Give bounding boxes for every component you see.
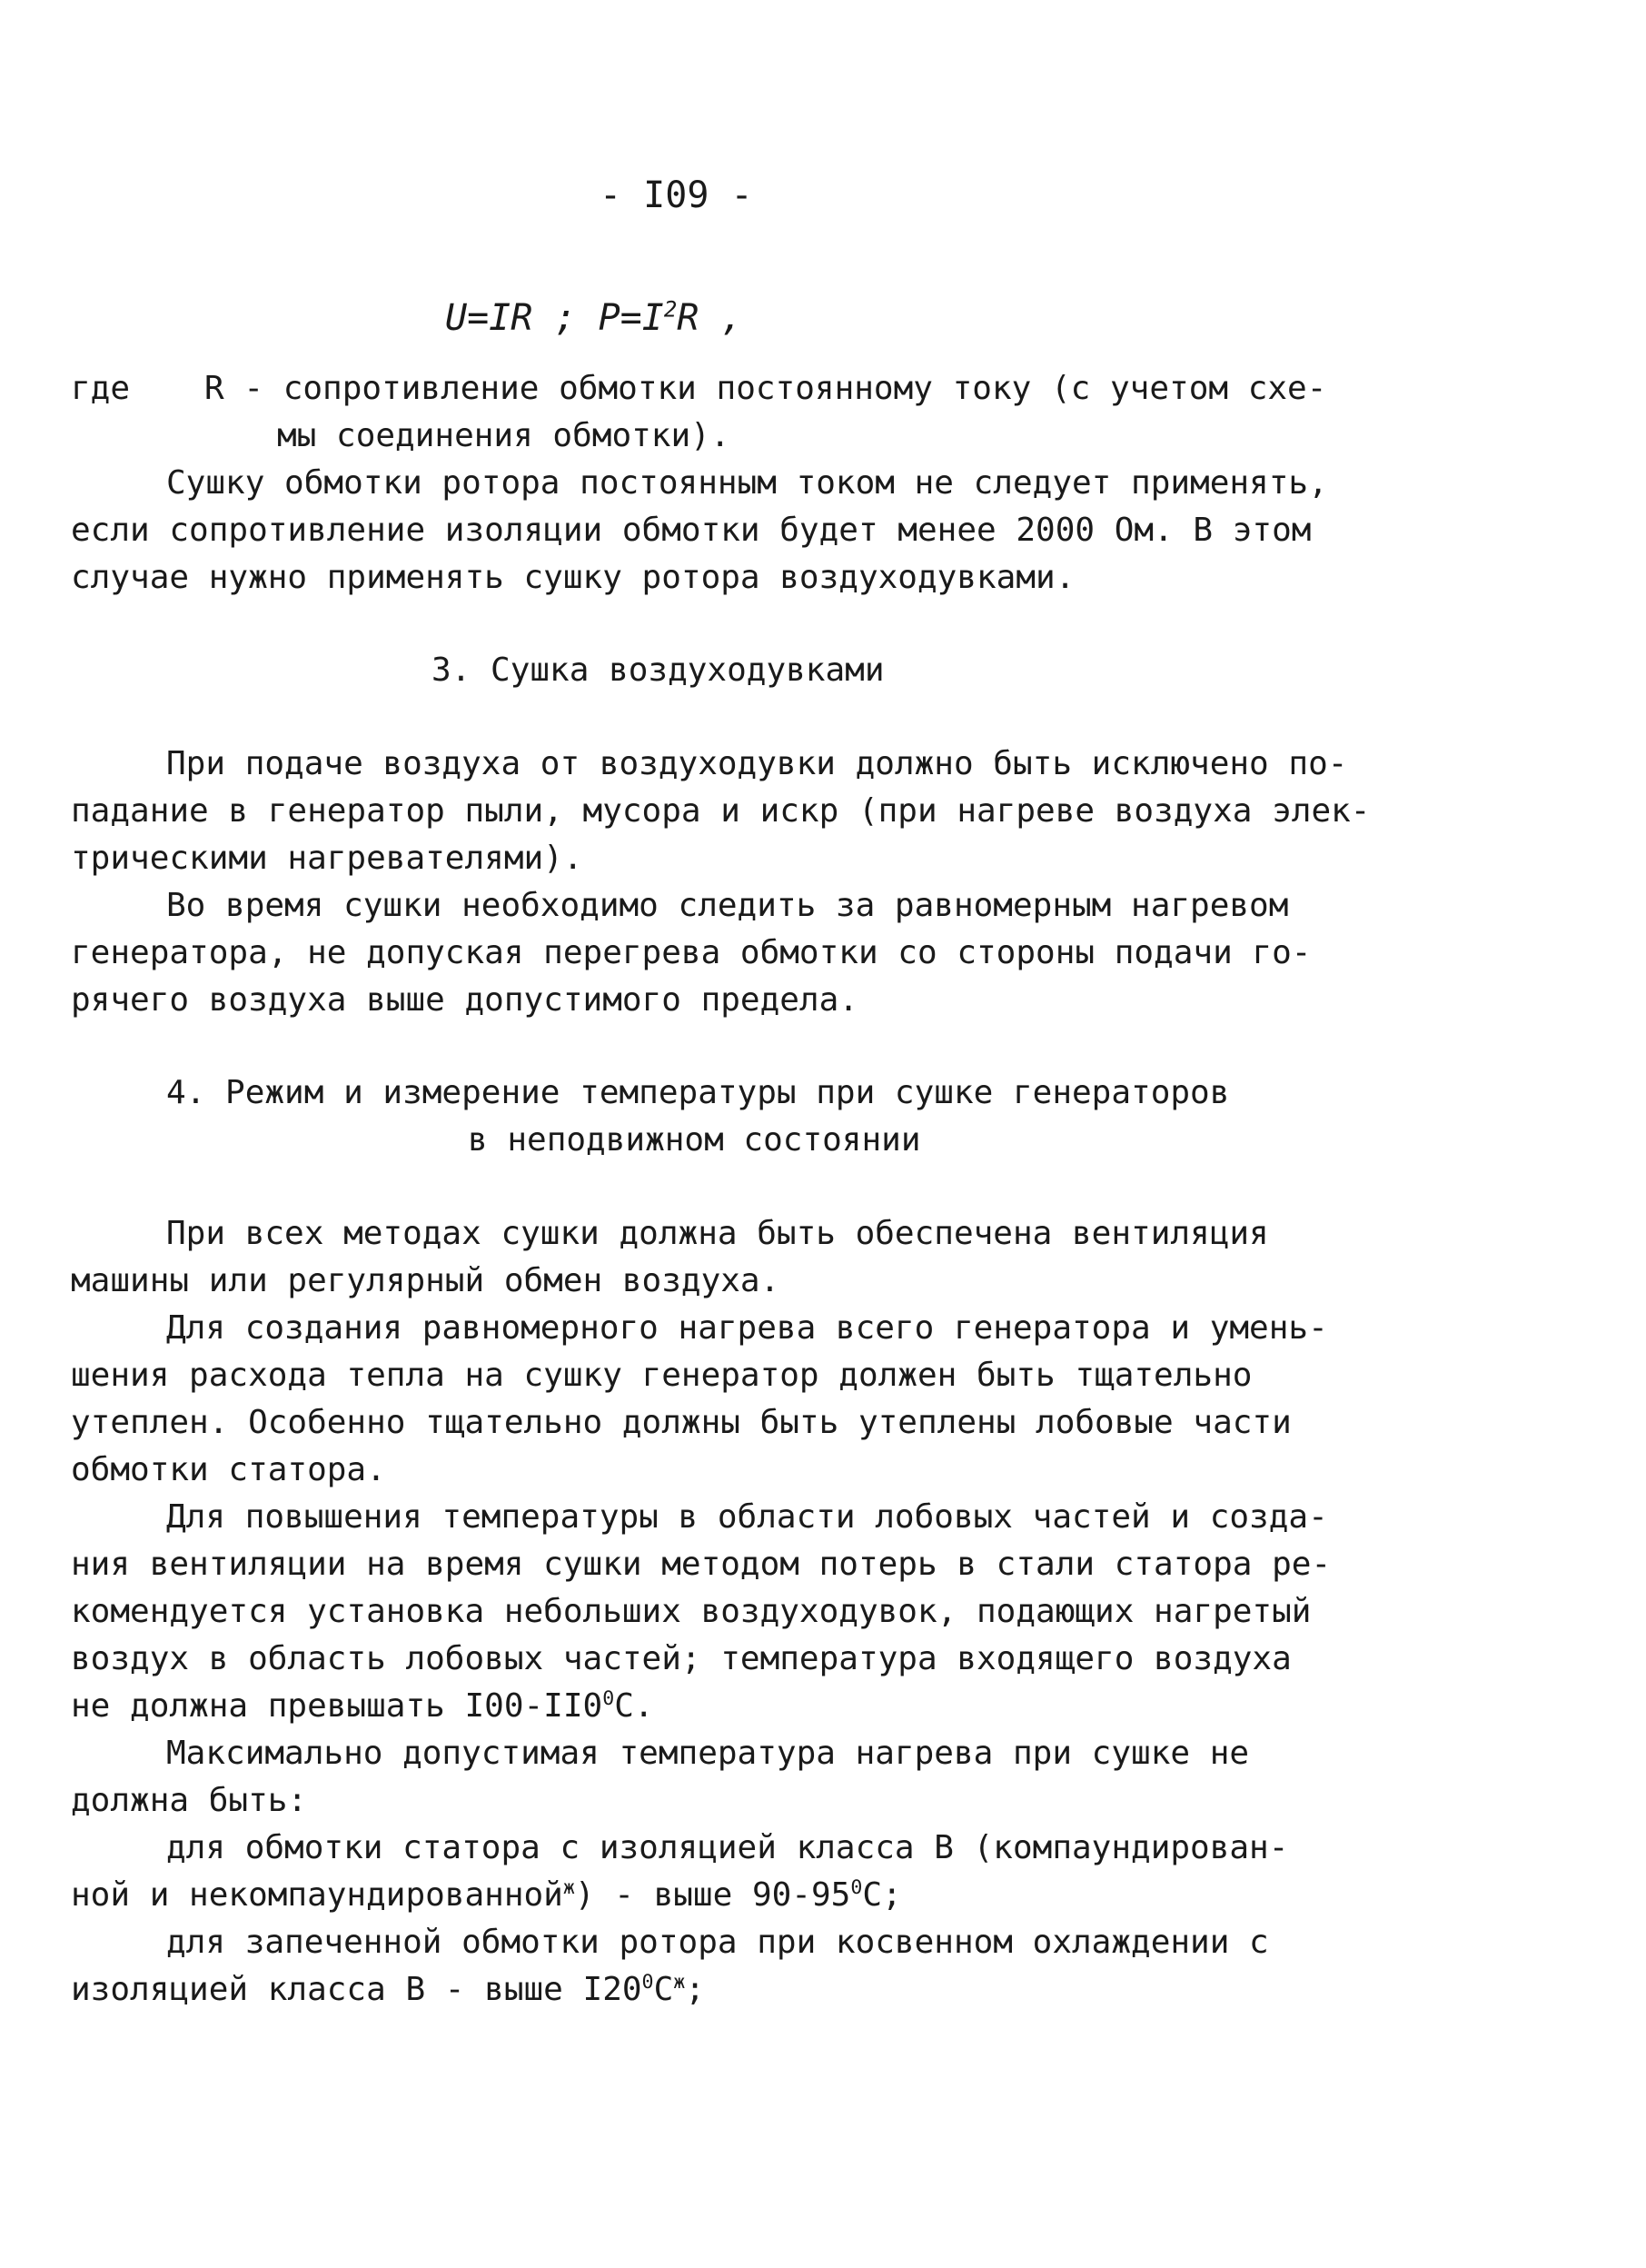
degree-superscript: 0 bbox=[602, 1687, 615, 1710]
para-temperature-line1: Для повышения температуры в области лобовых частей и созда- bbox=[166, 1498, 1328, 1536]
para-insulation-line2: шения расхода тепла на сушку генератор должен быть тщательно bbox=[71, 1357, 1253, 1394]
item-stator-line2 bbox=[71, 1876, 902, 1914]
para-insulation-line3: утеплен. Особенно тщательно должны быть утеплены лобовые части bbox=[71, 1404, 1292, 1441]
item-stator-unit: С; bbox=[862, 1876, 902, 1914]
item-rotor-unit: С bbox=[653, 1971, 674, 2008]
item-stator-text: ной и некомпаундированной bbox=[71, 1876, 563, 1914]
para-max-temp-line2: должна быть: bbox=[71, 1782, 308, 1819]
para-temperature-line5 bbox=[71, 1687, 654, 1725]
item-rotor-end: ; bbox=[685, 1971, 705, 2008]
formula-part1: U=IR ; P=I bbox=[445, 297, 664, 339]
para-uniform-heating-line1: Во время сушки необходимо следить за равномерным нагревом bbox=[166, 887, 1289, 924]
footnote-mark: ж bbox=[673, 1971, 686, 1994]
formula bbox=[445, 296, 743, 339]
para-uniform-heating-line3: рячего воздуха выше допустимого предела. bbox=[71, 981, 858, 1019]
para-air-supply-line2: падание в генератор пыли, мусора и искр (при нагреве воздуха элек- bbox=[71, 792, 1371, 830]
item-stator-line1: для обмотки статора с изоляцией класса В (компаундирован- bbox=[166, 1829, 1289, 1866]
degree-superscript: 0 bbox=[850, 1876, 863, 1899]
page-number: - I09 - bbox=[600, 174, 753, 216]
para-rotor-line3: случае нужно применять сушку ротора воздуходувками. bbox=[71, 559, 1076, 596]
item-rotor-text: изоляцией класса В - выше I20 bbox=[71, 1971, 642, 2008]
degree-superscript: 0 bbox=[641, 1971, 654, 1994]
section3-heading: 3. Сушка воздуходувками bbox=[431, 652, 885, 689]
para-insulation-line1: Для создания равномерного нагрева всего генератора и умень- bbox=[166, 1309, 1328, 1347]
para-uniform-heating-line2: генератора, не допуская перегрева обмотки со стороны подачи го- bbox=[71, 934, 1312, 971]
para-rotor-line2: если сопротивление изоляции обмотки будет менее 2000 Ом. В этом bbox=[71, 512, 1312, 549]
formula-exponent: 2 bbox=[663, 296, 678, 323]
para-temperature-line3: комендуется установка небольших воздуходувок, подающих нагретый bbox=[71, 1593, 1312, 1630]
formula-part2: R , bbox=[677, 297, 743, 339]
para-rotor-line1: Сушку обмотки ротора постоянным током не следует применять, bbox=[166, 464, 1328, 502]
section4-heading-line2: в неподвижном состоянии bbox=[468, 1121, 921, 1159]
item-rotor-line1: для запеченной обмотки ротора при косвенном охлаждении с bbox=[166, 1924, 1269, 1961]
para-ventilation-line2: машины или регулярный обмен воздуха. bbox=[71, 1262, 780, 1299]
temperature-limit-text: не должна превышать I00-II0 bbox=[71, 1687, 603, 1725]
para-temperature-line2: ния вентиляции на время сушки методом потерь в стали статора ре- bbox=[71, 1546, 1332, 1583]
temperature-unit: С. bbox=[614, 1687, 654, 1725]
where-definition-line1: R - сопротивление обмотки постоянному току (с учетом схе- bbox=[204, 370, 1327, 407]
section4-heading-line1: 4. Режим и измерение температуры при сушке генераторов bbox=[166, 1074, 1230, 1111]
para-temperature-line4: воздух в область лобовых частей; температура входящего воздуха bbox=[71, 1640, 1292, 1677]
where-definition-line2: мы соединения обмотки). bbox=[277, 417, 730, 454]
para-max-temp-line1: Максимально допустимая температура нагрева при сушке не bbox=[166, 1735, 1250, 1772]
item-rotor-line2 bbox=[71, 1971, 705, 2008]
where-word: где bbox=[71, 370, 131, 407]
footnote-mark: ж bbox=[562, 1876, 575, 1899]
item-stator-range: ) - выше 90-95 bbox=[574, 1876, 851, 1914]
para-insulation-line4: обмотки статора. bbox=[71, 1451, 386, 1488]
para-air-supply-line1: При подаче воздуха от воздуходувки должно быть исключено по- bbox=[166, 745, 1348, 782]
para-air-supply-line3: трическими нагревателями). bbox=[71, 840, 583, 877]
para-ventilation-line1: При всех методах сушки должна быть обеспечена вентиляция bbox=[166, 1215, 1269, 1252]
